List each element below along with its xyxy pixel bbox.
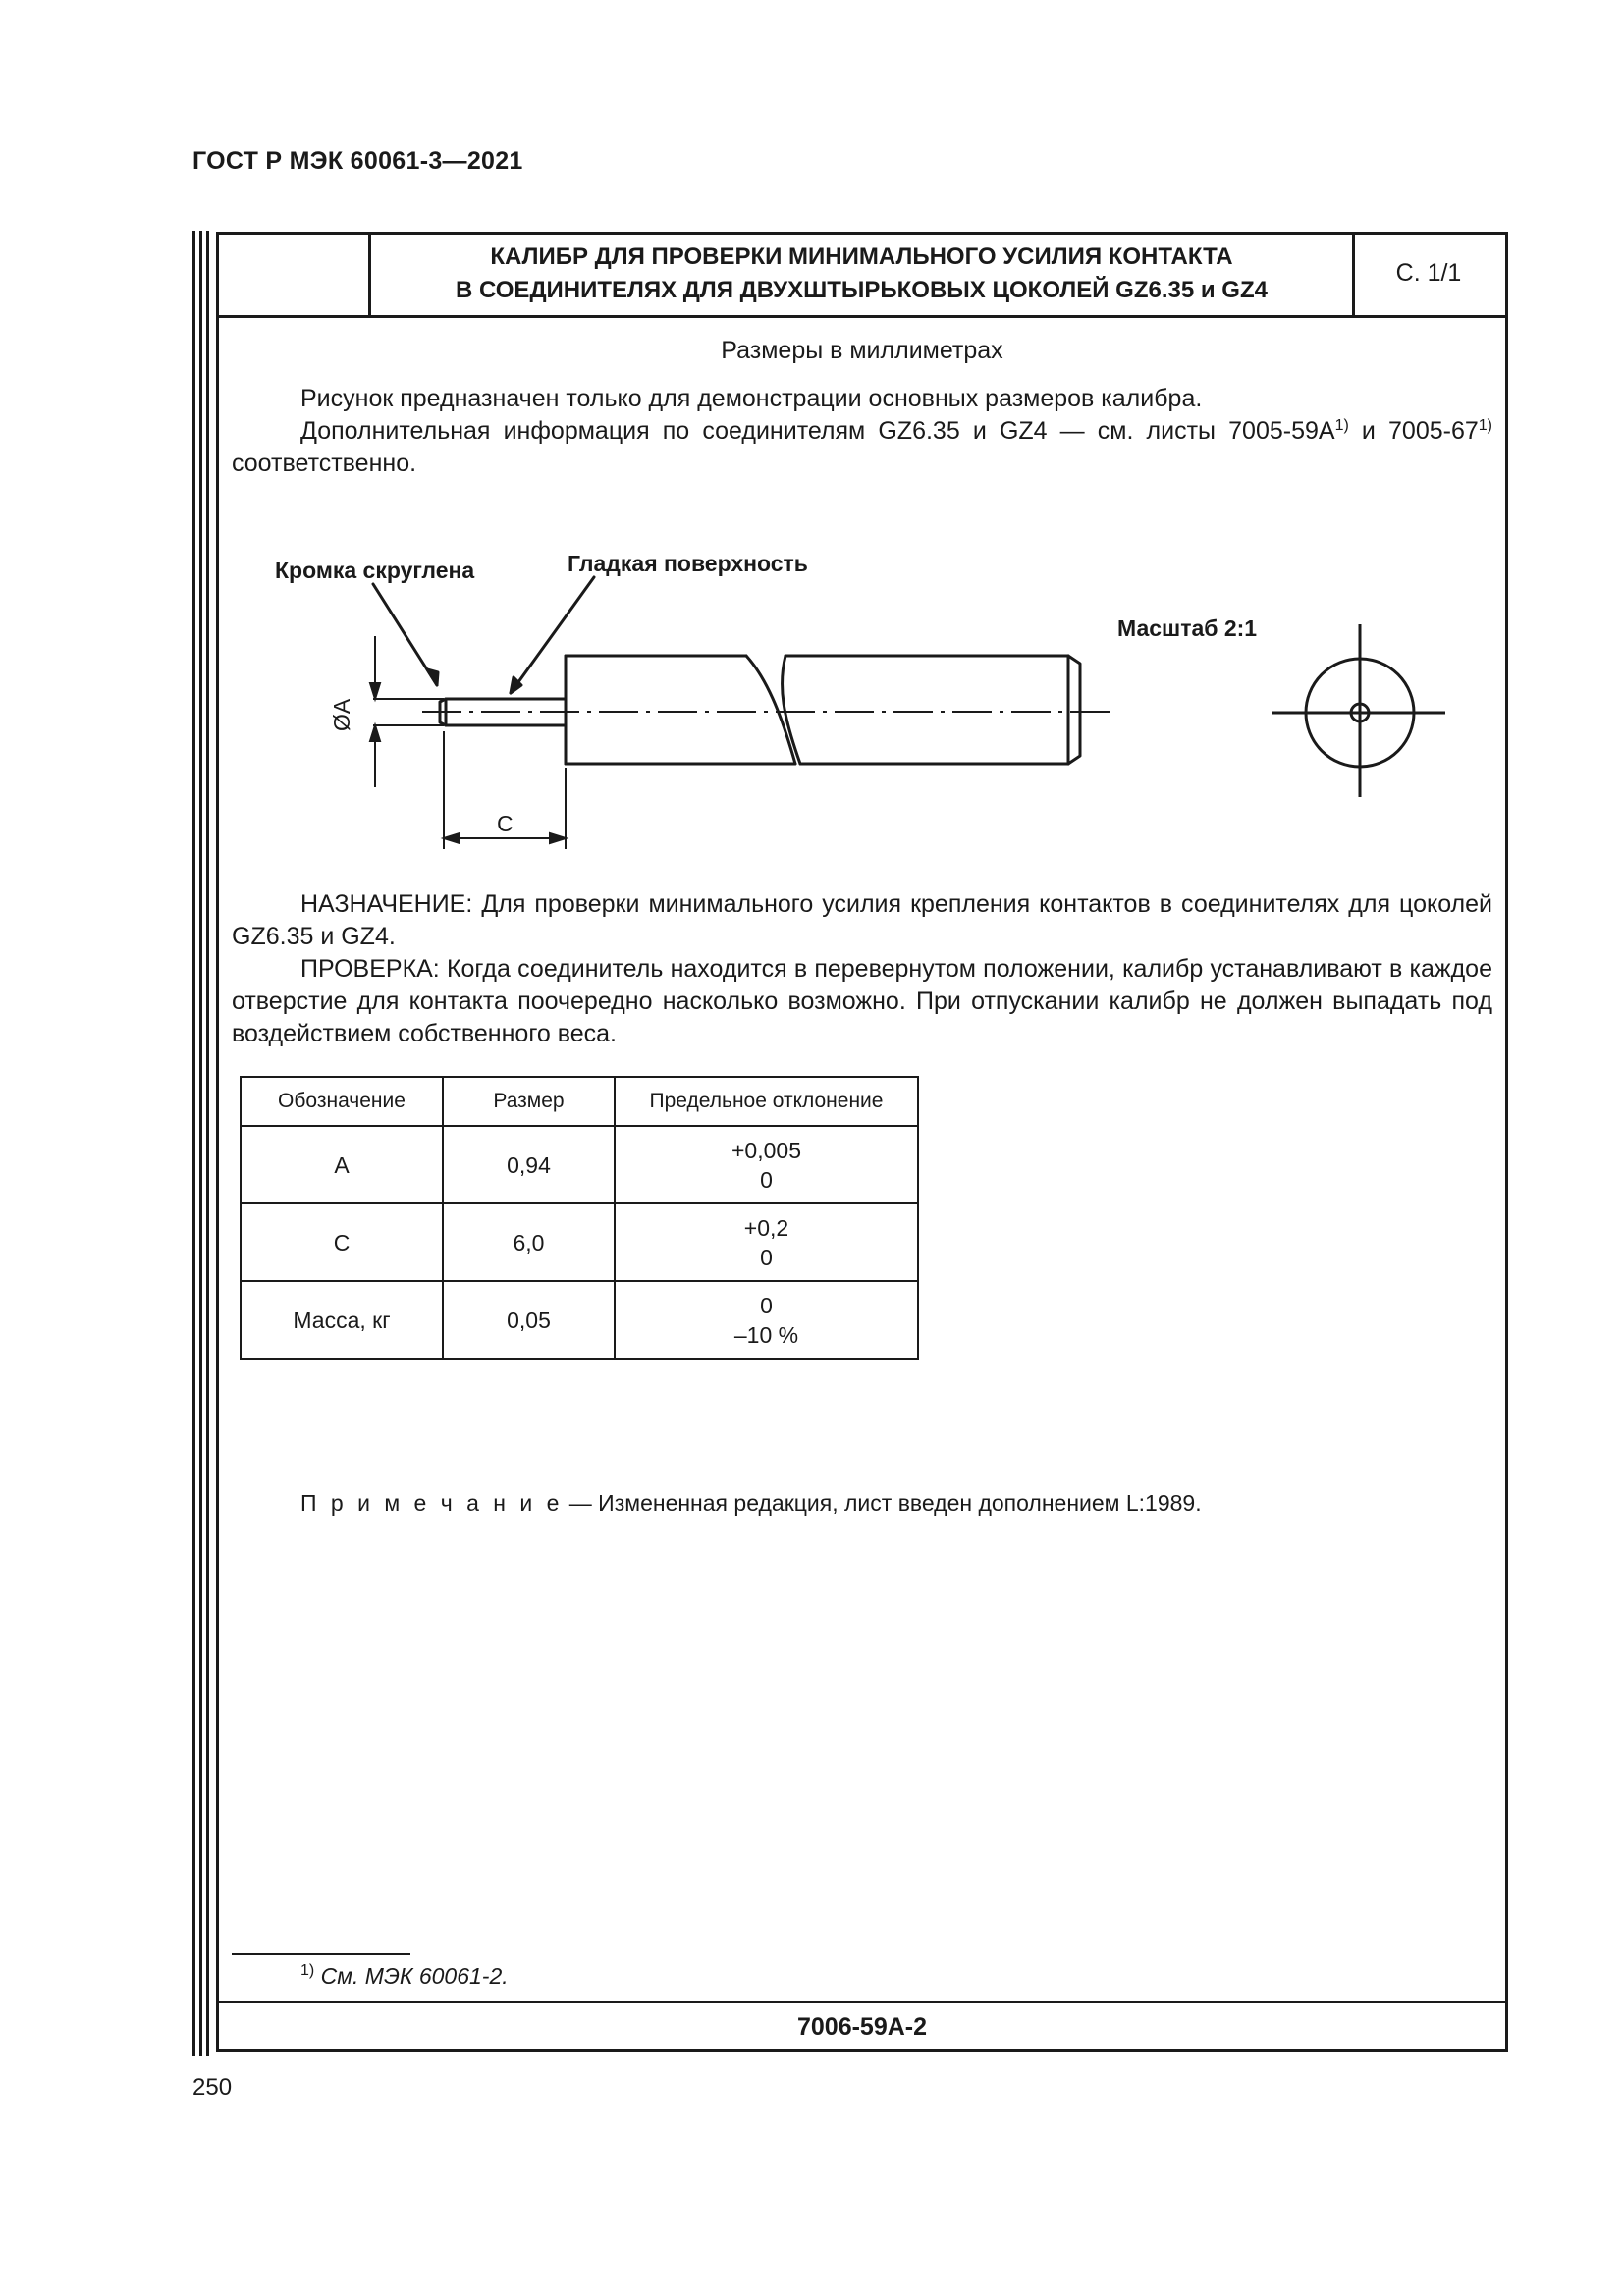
purpose-text: НАЗНАЧЕНИЕ: Для проверки минимального усилия крепления контактов в соединителях для цоколей GZ6.35 и GZ4. <box>232 890 1492 950</box>
binding-line <box>199 231 202 2056</box>
sheet-code: 7006-59A-2 <box>216 2001 1508 2052</box>
binding-line <box>192 231 195 2056</box>
dim-c-arrow <box>550 833 566 843</box>
dimensions-note: Размеры в миллиметрах <box>721 337 1003 364</box>
intro-line-2b: и 7005-67 <box>1348 417 1479 445</box>
leader-line-smooth-surface <box>511 577 594 693</box>
footnote-ref: 1) <box>1478 417 1492 434</box>
footnote-marker: 1) <box>300 1962 315 1979</box>
sheet-title-line-1: КАЛИБР ДЛЯ ПРОВЕРКИ МИНИМАЛЬНОГО УСИЛИЯ КОНТАКТА <box>490 242 1233 270</box>
cell-designation: Масса, кг <box>241 1281 443 1359</box>
sheet-title <box>371 232 1355 315</box>
col-header-designation: Обозначение <box>241 1077 443 1126</box>
dim-a-arrow <box>370 683 380 699</box>
title-block-blank-cell <box>216 232 371 315</box>
check-paragraph <box>232 953 1492 1050</box>
tolerance-lower: 0 <box>760 1166 773 1193</box>
sheet-number: С. 1/1 <box>1395 259 1462 287</box>
note-prefix: П р и м е ч а н и е <box>300 1490 564 1516</box>
intro-paragraph <box>232 383 1492 480</box>
tolerance-upper: +0,005 <box>731 1137 801 1163</box>
cell-tolerance <box>615 1203 918 1281</box>
footnote-text: См. МЭК 60061-2. <box>314 1963 509 1989</box>
cell-size: 0,05 <box>443 1281 615 1359</box>
cell-designation: C <box>241 1203 443 1281</box>
body-chamfer <box>1068 656 1080 764</box>
col-header-tolerance: Предельное отклонение <box>615 1077 918 1126</box>
footnote <box>300 1963 509 1990</box>
check-text: ПРОВЕРКА: Когда соединитель находится в перевернутом положении, калибр устанавливают в каждое отверстие для контакта поочередно насколько возможно. При отпускании калибр не должен выпадать под воздействием собственного веса. <box>232 955 1492 1047</box>
dim-c-arrow <box>444 833 460 843</box>
table-row <box>241 1203 918 1281</box>
binding-line <box>206 231 209 2056</box>
cell-designation: A <box>241 1126 443 1203</box>
tolerance-lower: 0 <box>760 1244 773 1270</box>
label-scale: Масштаб 2:1 <box>1117 615 1258 641</box>
intro-line-2c: соответственно. <box>232 450 417 477</box>
label-smooth-surface: Гладкая поверхность <box>568 551 808 576</box>
document-header: ГОСТ Р МЭК 60061-3—2021 <box>192 147 523 175</box>
dim-a-label: ØA <box>329 698 354 731</box>
dimensions-table <box>240 1076 919 1360</box>
title-block <box>216 232 1508 318</box>
cell-tolerance <box>615 1281 918 1359</box>
footnote-separator <box>232 1953 410 1955</box>
label-rounded-edge: Кромка скруглена <box>275 558 475 583</box>
dim-c-label: C <box>497 811 514 836</box>
cell-size: 6,0 <box>443 1203 615 1281</box>
gauge-drawing <box>236 530 1473 864</box>
col-header-size: Размер <box>443 1077 615 1126</box>
break-line-left <box>746 656 795 764</box>
intro-line-2a: Дополнительная информация по соединителям GZ6.35 и GZ4 — см. листы 7005-59A <box>300 417 1335 445</box>
tolerance-upper: +0,2 <box>743 1214 789 1241</box>
table-row <box>241 1281 918 1359</box>
intro-line-1: Рисунок предназначен только для демонстрации основных размеров калибра. <box>300 385 1203 412</box>
note-text: — Измененная редакция, лист введен дополнением L:1989. <box>563 1490 1202 1516</box>
cell-tolerance <box>615 1126 918 1203</box>
leader-arrow <box>427 669 438 685</box>
footnote-ref: 1) <box>1334 417 1349 434</box>
table-row <box>241 1126 918 1203</box>
cell-size: 0,94 <box>443 1126 615 1203</box>
table-header-row <box>241 1077 918 1126</box>
note <box>300 1490 1202 1517</box>
tolerance-lower: –10 % <box>733 1321 799 1348</box>
sheet-title-line-2: В СОЕДИНИТЕЛЯХ ДЛЯ ДВУХШТЫРЬКОВЫХ ЦОКОЛЕЙ GZ6.35 и GZ4 <box>456 276 1268 303</box>
dim-a-arrow <box>370 725 380 741</box>
page-number: 250 <box>192 2074 233 2101</box>
purpose-paragraph <box>232 888 1492 953</box>
tolerance-upper: 0 <box>760 1292 773 1318</box>
